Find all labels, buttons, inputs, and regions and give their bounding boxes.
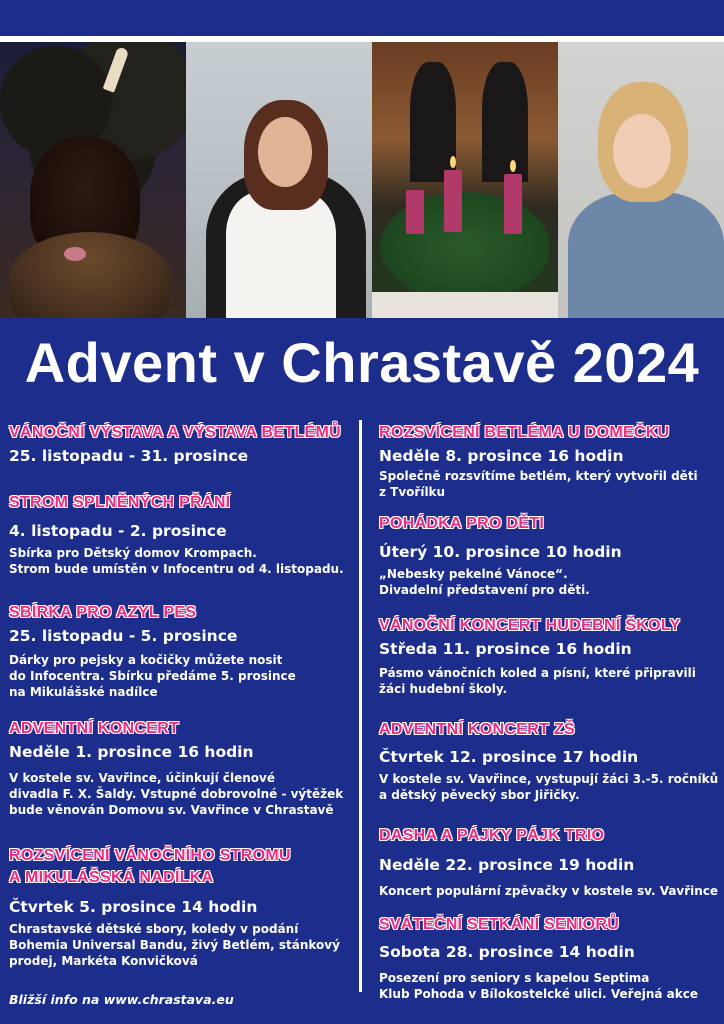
event-date: Neděle 22. prosince 19 hodin: [379, 856, 635, 874]
event-title: STROM SPLNĚNÝCH PŘÁNÍ: [9, 494, 231, 511]
event-title: VÁNOČNÍ VÝSTAVA A VÝSTAVA BETLÉMŮ: [9, 424, 341, 441]
event-description: Společně rozsvítíme betlém, který vytvořil děti z Tvořílku: [379, 469, 698, 499]
candle: [444, 170, 462, 232]
event-title: SBÍRKA PRO AZYL PES: [9, 604, 197, 621]
event-description: Sbírka pro Dětský domov Krompach. Strom bude umístěn v Infocentru od 4. listopadu.: [9, 546, 344, 576]
woman-face: [258, 117, 312, 187]
event-title: ROZSVÍCENÍ VÁNOČNÍHO STROMU A MIKULÁŠSKÁ NADÍLKA: [9, 847, 291, 886]
candle-flame: [450, 156, 456, 168]
singer-figure: [410, 62, 456, 182]
event-date: Neděle 8. prosince 16 hodin: [379, 447, 624, 465]
event-description: Dárky pro pejsky a kočičky můžete nosit do Infocentra. Sbírku předáme 5. prosince na Mikulášské nadílce: [9, 653, 296, 699]
denim-jacket: [568, 192, 724, 318]
event-description: Chrastavské dětské sbory, koledy v podání Bohemia Universal Bandu, živý Betlém, stánkový prodej, Markéta Konvičková: [9, 922, 340, 968]
candle: [406, 190, 424, 234]
event-description: V kostele sv. Vavřince, vystupují žáci 3.-5. ročníků a dětský pěvecký sbor Jiřičky.: [379, 772, 719, 802]
event-date: Středa 11. prosince 16 hodin: [379, 640, 632, 658]
event-date: Sobota 28. prosince 14 hodin: [379, 943, 635, 961]
top-band: [0, 0, 724, 36]
photo-strip: [0, 42, 724, 318]
event-title: ADVENTNÍ KONCERT: [9, 720, 180, 737]
singer-figure: [482, 62, 528, 182]
candle-flame: [510, 160, 516, 172]
event-block: [9, 492, 354, 577]
event-block: [379, 615, 719, 697]
lace-tablecloth: [372, 292, 558, 318]
footer-info: Bližší info na www.chrastava.eu: [9, 992, 234, 1007]
event-block: [9, 718, 354, 818]
poster-title: Advent v Chrastavě 2024: [24, 331, 700, 394]
event-date: Úterý 10. prosince 10 hodin: [379, 543, 622, 561]
event-title: ADVENTNÍ KONCERT ZŠ: [379, 721, 575, 738]
event-date: Neděle 1. prosince 16 hodin: [9, 743, 254, 761]
event-title: SVÁTEČNÍ SETKÁNÍ SENIORŮ: [379, 916, 620, 933]
event-block: [9, 602, 354, 700]
event-date: 25. listopadu - 5. prosince: [9, 627, 238, 645]
event-description: Posezení pro seniory s kapelou Septima Klub Pohoda v Bílokostelcké ulici. Veřejná akce: [379, 971, 698, 1001]
event-date: 25. listopadu - 31. prosince: [9, 447, 249, 465]
event-block: [379, 513, 719, 598]
event-title: VÁNOČNÍ KONCERT HUDEBNÍ ŠKOLY: [379, 617, 681, 634]
event-block: [379, 422, 719, 500]
column-divider: [359, 420, 362, 992]
event-block: [379, 825, 719, 899]
krampus-photo: [0, 42, 186, 318]
event-date: Čtvrtek 5. prosince 14 hodin: [9, 898, 258, 916]
event-block: [9, 422, 354, 468]
woman-in-denim-photo: [558, 42, 724, 318]
white-shirt: [226, 192, 336, 318]
krampus-beard: [10, 232, 170, 318]
event-block: [9, 845, 354, 969]
event-title: POHÁDKA PRO DĚTI: [379, 515, 545, 532]
event-description: Koncert populární zpěvačky v kostele sv. Vavřince: [379, 884, 719, 898]
event-date: Čtvrtek 12. prosince 17 hodin: [379, 748, 639, 766]
event-block: [379, 914, 719, 1002]
candle: [504, 174, 522, 234]
event-date: 4. listopadu - 2. prosince: [9, 522, 227, 540]
advent-wreath-photo: [372, 42, 558, 318]
woman-in-white-photo: [186, 42, 372, 318]
event-description: V kostele sv. Vavřince, účinkují členové divadla F. X. Šaldy. Vstupné dobrovolné - výtěžek bude věnován Domovu sv. Vavřince v Chrastavě: [9, 771, 344, 817]
event-description: Pásmo vánočních koled a písní, které připravili žáci hudební školy.: [379, 666, 696, 696]
woman-face: [613, 114, 671, 188]
event-title: DASHA A PÁJKY PÁJK TRIO: [379, 827, 605, 844]
event-description: „Nebesky pekelné Vánoce“. Divadelní představení pro děti.: [379, 567, 590, 597]
krampus-tongue: [64, 247, 86, 261]
event-title: ROZSVÍCENÍ BETLÉMA U DOMEČKU: [379, 424, 670, 441]
event-block: [379, 719, 719, 803]
